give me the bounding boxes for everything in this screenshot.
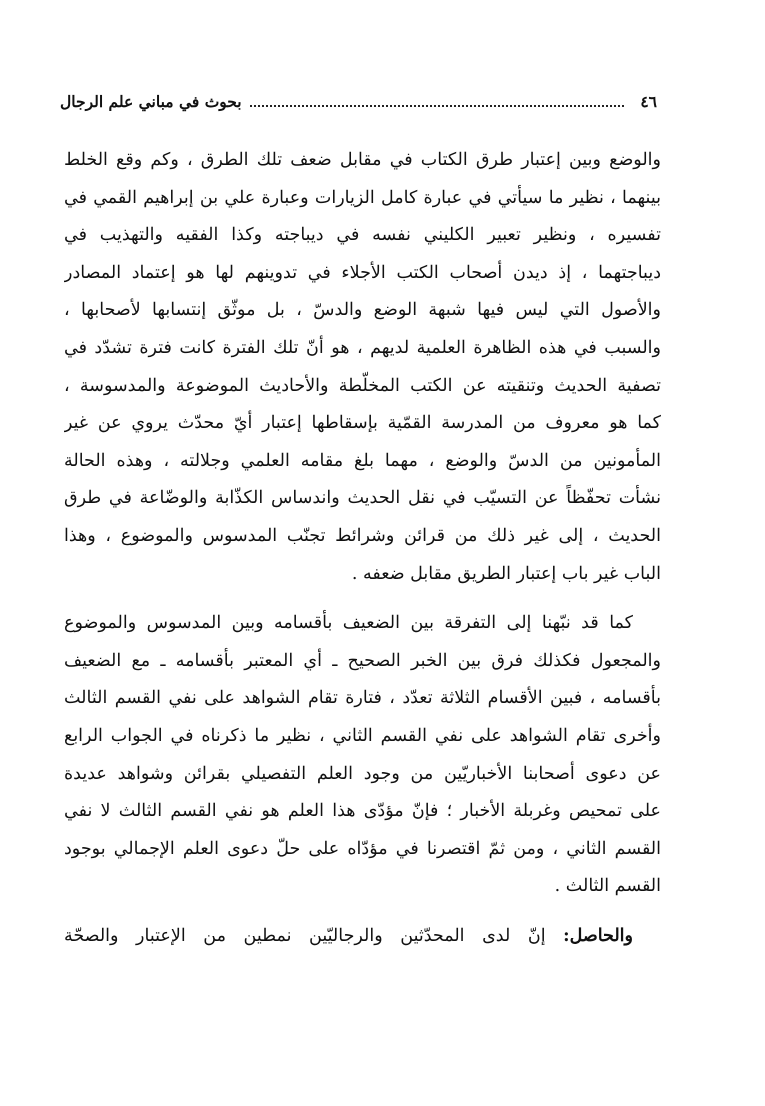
header-dot-leader — [250, 105, 625, 107]
text-line: كما هو معروف من المدرسة القمّية بإسقاطها إعتبار أيّ محدّث يروي عن غير — [64, 413, 661, 434]
text-line: الباب غير باب إعتبار الطريق مقابل ضعفه . — [351, 563, 661, 584]
paragraph — [64, 142, 661, 593]
text-line: القسم الثاني ، ومن ثمّ اقتصرنا في مؤدّاه على حلّ دعوى العلم الإجمالي بوجود — [64, 838, 661, 859]
bold-term: والحاصل: — [563, 925, 633, 946]
text-line: القسم الثالث . — [554, 876, 661, 897]
text-line: تصفية الحديث وتنقيته عن الكتب المخلّطة والأحاديث الموضوعة والمدسوسة ، — [64, 375, 661, 396]
text-line: الحديث ، إلى غير ذلك من قرائن وشرائط تجنّب المدسوس والموضوع ، وهذا — [64, 525, 661, 546]
running-header — [60, 88, 657, 114]
text-line: وأخرى تقام الشواهد على نفي القسم الثاني ، نظير ما ذكرناه في الجواب الرابع — [64, 725, 661, 746]
paragraph — [64, 918, 661, 956]
text-line: المأمونين من الدسّ والوضع ، مهما بلغ مقامه العلمي وجلالته ، وهذه الحالة — [64, 450, 661, 471]
text-line: ديباجتهما ، إذ ديدن أصحاب الكتب الأجلاء في تدوينهم لها هو إعتماد المصادر — [64, 262, 661, 283]
text-line: والمجعول فكذلك فرق بين الخبر الصحيح ـ أي المعتبر بأقسامه ـ مع الضعيف — [64, 650, 661, 671]
text-run: إنّ لدى المحدّثين والرجاليّين نمطين من الإعتبار والصحّة — [64, 925, 564, 946]
paragraph — [64, 605, 661, 906]
paragraph-spacer — [64, 593, 661, 605]
page-number: ٤٦ — [640, 91, 657, 111]
paragraph-spacer — [64, 906, 661, 918]
text-line: والأصول التي ليس فيها شبهة الوضع والدسّ ، بل موثّق إنتسابها لأصحابها ، — [64, 300, 661, 321]
text-line: كما قد نبّهنا إلى التفرقة بين الضعيف بأقسامه وبين المدسوس والموضوع — [64, 613, 633, 634]
text-line — [64, 918, 661, 956]
text-line: بينهما ، نظير ما سيأتي في عبارة كامل الزيارات وعبارة علي بن إبراهيم القمي في — [64, 187, 661, 208]
text-line: تفسيره ، ونظير تعبير الكليني نفسه في ديباجته وكذا الفقيه والتهذيب في — [64, 225, 661, 246]
text-line: والسبب في هذه الظاهرة العلمية لديهم ، هو أنّ تلك الفترة كانت فترة تشدّد في — [64, 337, 661, 358]
text-line: والوضع وبين إعتبار طرق الكتاب في مقابل ضعف تلك الطرق ، وكم وقع الخلط — [64, 150, 661, 170]
text-line: عن دعوى أصحابنا الأخباريّين من وجود العلم التفصيلي بقرائن وشواهد عديدة — [64, 763, 661, 784]
text-line: نشأت تحفّظاً عن التسيّب في نقل الحديث واندساس الكذّابة والوضّاعة في طرق — [64, 488, 661, 509]
text-line: على تمحيص وغربلة الأخبار ؛ فإنّ مؤدّى هذا العلم هو نفي القسم الثالث لا نفي — [64, 801, 661, 822]
text-line: بأقسامه ، فبين الأقسام الثلاثة تعدّد ، فتارة تقام الشواهد على نفي القسم الثالث — [64, 688, 661, 709]
body-text — [64, 142, 661, 955]
book-title: بحوث في مباني علم الرجال — [60, 91, 242, 111]
